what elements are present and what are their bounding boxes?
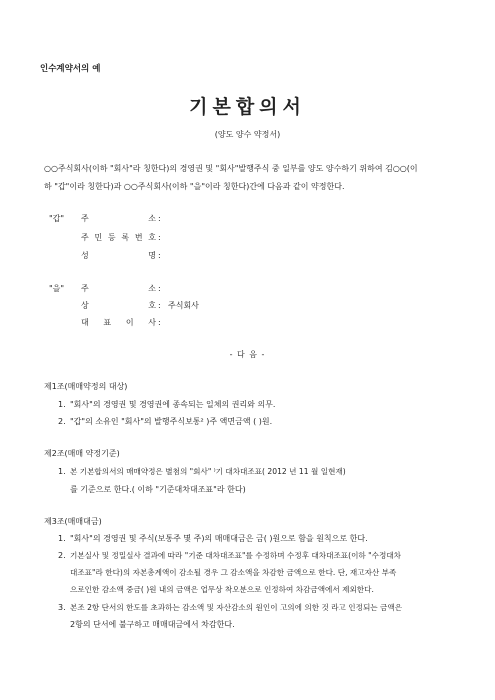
article-3-item-1-text: "회사"의 경영권 및 주식(보통주 몇 주)의 매매대금은 금( )원으로 함을 원칙으로 한다. (70, 534, 368, 543)
party-b-label-address: 주 소 (81, 284, 156, 293)
article-3-item-1-num: 1. (58, 534, 66, 543)
party-b-colon-ceo: : (158, 318, 161, 327)
party-b-colon-address: : (158, 284, 161, 293)
article-3-heading: 제3조(매매대금) (44, 517, 102, 526)
article-2-heading: 제2조(매매 약정기준) (44, 449, 120, 458)
article-3-item-3-line-2: 2항의 단서에 불구하고 매매대금에서 차감한다. (70, 620, 235, 629)
party-a-tag: "갑" (49, 214, 65, 223)
article-2-item-1-line-1: 본 기본합의서의 매매약정은 별첨의 "회사" ⁾기 대차대조표( 2012 년 11 월 일현재) (70, 467, 346, 476)
party-b-tag: "을" (49, 284, 65, 293)
party-a-label-address: 주 소 (81, 214, 156, 223)
party-b-label-company: 상 호 (81, 301, 156, 310)
article-3-item-2-line-1: 기본실사 및 정밀실사 결과에 따라 "기준 대차대조표"를 수정하며 수정후 대차대조표(이하 "수정대차 (70, 551, 401, 560)
article-2-item-1-num: 1. (58, 467, 66, 476)
article-1-item-1-num: 1. (58, 400, 66, 409)
party-a-colon-address: : (158, 214, 161, 223)
intro-line-2: 하 "갑"이라 칭한다)과 ○○주식회사(이하 "을"이라 칭한다)간에 다음과 같이 약정한다. (44, 182, 345, 191)
article-3-item-3-num: 3. (58, 603, 66, 612)
article-1-item-2-text: "갑"의 소유인 "회사"의 발행주식보통² )주 액면금액 ( )원. (70, 417, 273, 426)
article-3-item-2-num: 2. (58, 551, 66, 560)
party-b-label-ceo: 대 표 이 사 (81, 318, 156, 327)
document-caption: 인수계약서의 예 (40, 64, 101, 74)
article-2-item-1-line-2: 를 기준으로 한다.( 이하 "기준대차대조표"라 한다) (70, 485, 246, 494)
article-3-item-2-line-3: 으로인한 감소액 중금( )원 내의 금액은 업무상 착오분으로 인정하여 차감금액에서 제외한다. (70, 585, 374, 594)
article-1-heading: 제1조(매매약정의 대상) (44, 382, 128, 391)
document-title: 기본합의서 (189, 96, 306, 118)
party-a-colon-name: : (158, 251, 161, 260)
section-separator: - 다 음 - (229, 350, 266, 359)
party-a-label-name: 성 명 (81, 251, 156, 260)
party-b-colon-company: : (158, 301, 161, 310)
party-a-colon-id: : (158, 233, 161, 242)
party-a-label-id: 주 민 등 록 번 호 (81, 233, 156, 242)
article-1-item-1-text: "회사"의 경영권 및 경영권에 종속되는 일체의 권리와 의무. (70, 400, 276, 409)
document-subtitle: (양도 양수 약정서) (214, 130, 281, 139)
article-3-item-3-line-1: 본조 2항 단서의 한도를 초과하는 감소액 및 자산감소의 원인이 고의에 의한 것 라고 인정되는 금액은 (70, 603, 403, 612)
intro-line-1: ○○주식회사(이하 "회사"라 칭한다)의 경영권 및 "회사"발행주식 중 일부를 양도 양수하기 위하여 김○○(이 (44, 164, 418, 173)
party-b-value-company: 주식회사 (168, 301, 199, 310)
article-3-item-2-line-2: 대조표"라 한다)의 자본총계액이 감소될 경우 그 감소액을 차감한 금액으로 한다. 단, 재고자산 부족 (70, 568, 397, 577)
article-1-item-2-num: 2. (58, 417, 66, 426)
